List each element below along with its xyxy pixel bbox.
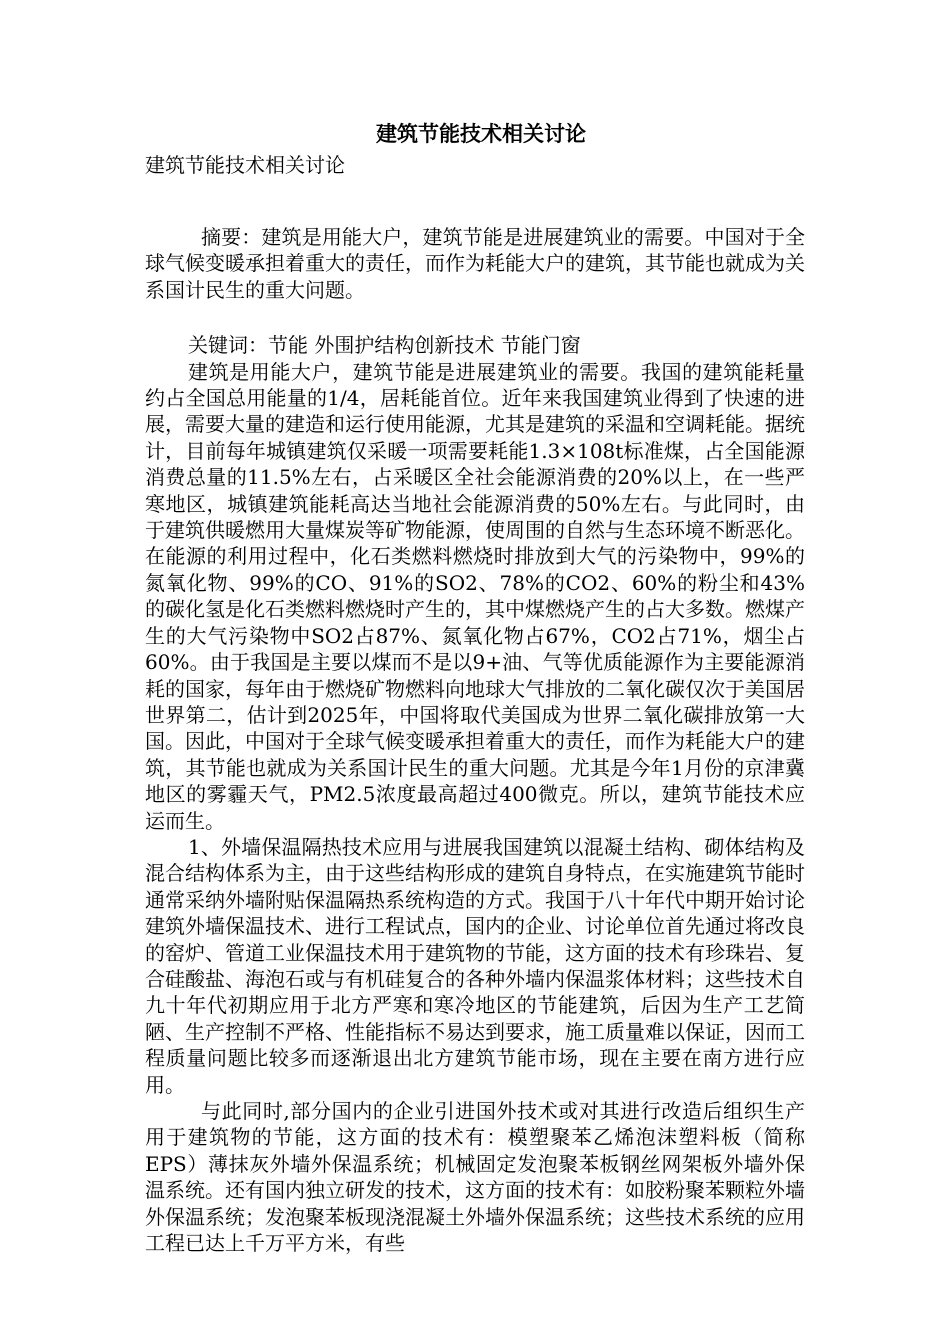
body-paragraph-foreign-tech: 与此同时,部分国内的企业引进国外技术或对其进行改造后组织生产用于建筑物的节能，这方面的技术有：模塑聚苯乙烯泡沫塑料板（简称EPS）薄抹灰外墙外保温系统；机械固定发泡聚苯板钢丝网架板外墙外保温系统。还有国内独立研发的技术，这方面的技术有：如胶粉聚苯颗粒外墙外保温系统；发泡聚苯板现浇混凝土外墙外保温系统；这些技术系统的应用工程已达上千万平方米，有些 [145,1099,805,1256]
document-title: 建筑节能技术相关讨论 [376,121,586,146]
abstract-paragraph: 摘要：建筑是用能大户，建筑节能是进展建筑业的需要。中国对于全球气候变暖承担着重大的责任，而作为耗能大户的建筑，其节能也就成为关系国计民生的重大问题。 [145,225,805,302]
document-subtitle: 建筑节能技术相关讨论 [145,153,345,177]
body-paragraph-wall-insulation: 1、外墙保温隔热技术应用与进展我国建筑以混凝土结构、砌体结构及混合结构体系为主，由于这些结构形成的建筑自身特点，在实施建筑节能时通常采纳外墙附贴保温隔热系统构造的方式。我国于八十年代中期开始讨论建筑外墙保温技术、进行工程试点，国内的企业、讨论单位首先通过将改良的窑炉、管道工业保温技术用于建筑物的节能，这方面的技术有珍珠岩、复合硅酸盐、海泡石或与有机硅复合的各种外墙内保温浆体材料；这些技术自九十年代初期应用于北方严寒和寒冷地区的节能建筑，后因为生产工艺简陋、生产控制不严格、性能指标不易达到要求，施工质量难以保证，因而工程质量问题比较多而逐渐退出北方建筑节能市场，现在主要在南方进行应用。 [145,834,805,1097]
body-paragraph-intro: 建筑是用能大户，建筑节能是进展建筑业的需要。我国的建筑能耗量约占全国总用能量的1/4，居耗能首位。近年来我国建筑业得到了快速的进展，需要大量的建造和运行使用能源，尤其是建筑的采温和空调耗能。据统计，目前每年城镇建筑仅采暖一项需要耗能1.3×108t标准煤，占全国能源消费总量的11.5%左右，占采暖区全社会能源消费的20%以上，在一些严寒地区，城镇建筑能耗高达当地社会能源消费的50%左右。与此同时，由于建筑供暖燃用大量煤炭等矿物能源，使周围的自然与生态环境不断恶化。在能源的利用过程中，化石类燃料燃烧时排放到大气的污染物中，99%的氮氧化物、99%的CO、91%的SO2、78%的CO2、60%的粉尘和43%的碳化氢是化石类燃料燃烧时产生的，其中煤燃烧产生的占大多数。燃煤产生的大气污染物中SO2占87%、氮氧化物占67%，CO2占71%，烟尘占60%。由于我国是主要以煤而不是以9+油、气等优质能源作为主要能源消耗的国家，每年由于燃烧矿物燃料向地球大气排放的二氧化碳仅次于美国居世界第二，估计到2025年，中国将取代美国成为世界二氧化碳排放第一大国。因此，中国对于全球气候变暖承担着重大的责任，而作为耗能大户的建筑，其节能也就成为关系国计民生的重大问题。尤其是今年1月份的京津冀地区的雾霾天气，PM2.5浓度最高超过400微克。所以，建筑节能技术应运而生。 [145,359,805,833]
keywords-line: 关键词：节能 外围护结构创新技术 节能门窗 [188,333,581,358]
document-page [145,118,805,1256]
